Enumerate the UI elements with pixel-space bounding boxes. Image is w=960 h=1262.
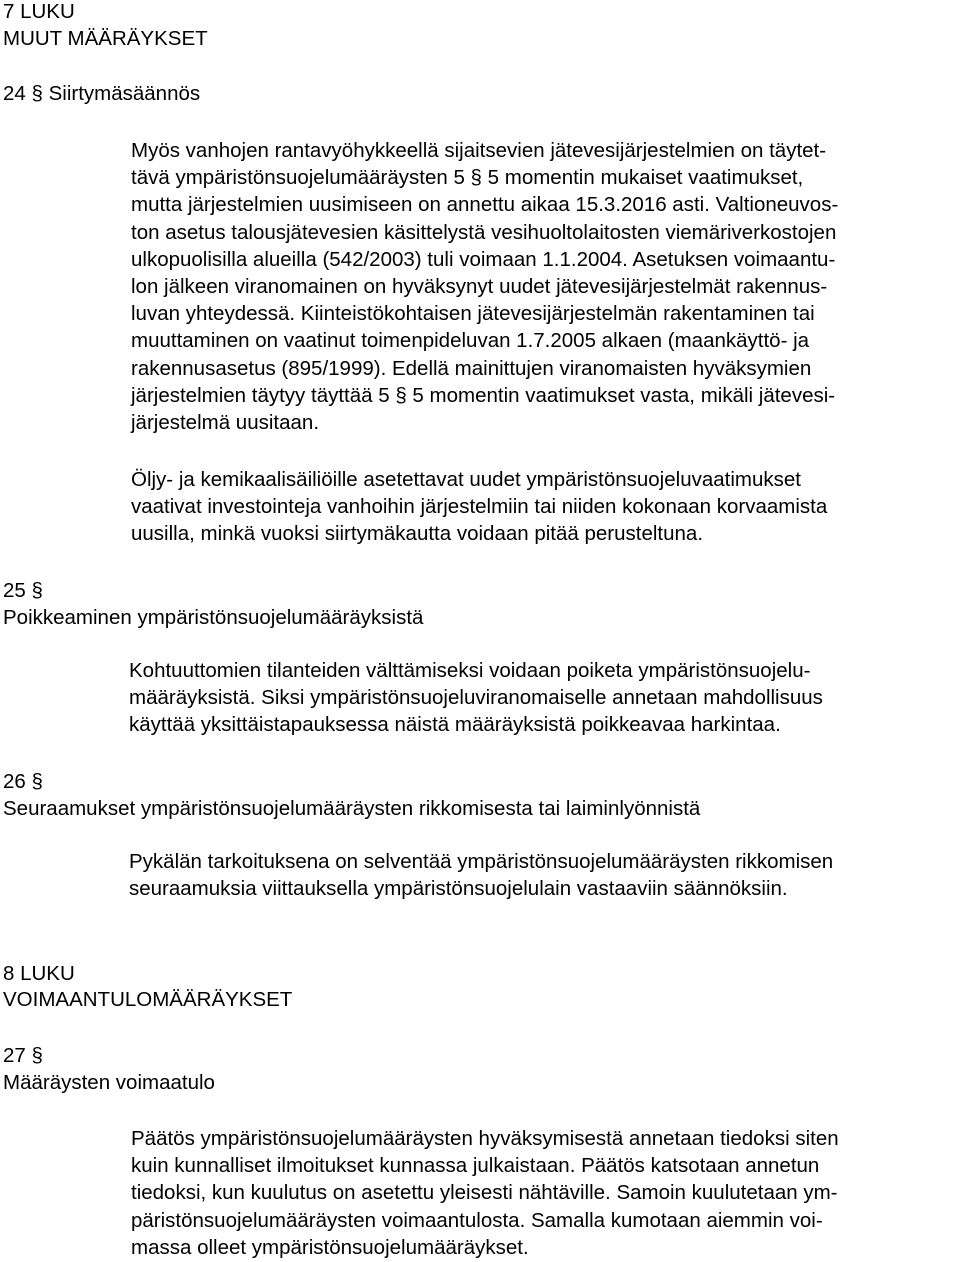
text-line: seuraamuksia viittauksella ympäristönsuojelulain vastaaviin säännöksiin.	[129, 877, 788, 901]
chapter-8-number: 8 LUKU	[3, 962, 75, 985]
text-line: Pykälän tarkoituksena on selventää ympäristönsuojelumääräysten rikkomisen	[129, 850, 834, 873]
section-24-heading: 24 § Siirtymäsäännös	[3, 82, 201, 105]
text-line: muuttaminen on vaatinut toimenpideluvan 1.7.2005 alkaen (maankäyttö- ja	[131, 329, 810, 353]
text-line: ulkopuolisilla alueilla (542/2003) tuli voimaan 1.1.2004. Asetuksen voimaantu-	[131, 247, 836, 271]
text-line: mutta järjestelmien uusimiseen on annettu aikaa 15.3.2016 asti. Valtioneuvos-	[131, 193, 839, 217]
section-27-paragraph	[131, 1125, 960, 1261]
text-line: käyttää yksittäistapauksessa näistä määräyksistä poikkeavaa harkintaa.	[129, 713, 781, 737]
section-25-title: Poikkeaminen ympäristönsuojelumääräyksistä	[3, 606, 424, 629]
section-24-paragraph-1	[131, 137, 960, 436]
text-line: Päätös ympäristönsuojelumääräysten hyväksymisestä annetaan tiedoksi siten	[131, 1127, 839, 1150]
text-line: uusilla, minkä vuoksi siirtymäkautta voidaan pitää perusteltuna.	[131, 522, 704, 546]
section-26-number: 26 §	[3, 770, 43, 793]
chapter-8-title: VOIMAANTULOMÄÄRÄYKSET	[3, 988, 293, 1011]
text-line: rakennusasetus (895/1999). Edellä mainittujen viranomaisten hyväksymien	[131, 356, 812, 380]
section-24-paragraph-2	[131, 466, 960, 548]
section-26-title: Seuraamukset ympäristönsuojelumääräysten rikkomisesta tai laiminlyönnistä	[3, 797, 701, 820]
text-line: lon jälkeen viranomainen on hyväksynyt uudet jätevesijärjestelmät rakennus-	[131, 275, 828, 299]
text-line: järjestelmien täytyy täyttää 5 § 5 momentin vaatimukset vasta, mikäli jätevesi-	[131, 383, 836, 407]
text-line: Myös vanhojen rantavyöhykkeellä sijaitsevien jätevesijärjestelmien on täytet-	[131, 139, 827, 162]
chapter-7-title: MUUT MÄÄRÄYKSET	[3, 27, 208, 50]
text-line: massa olleet ympäristönsuojelumääräykset.	[131, 1235, 529, 1259]
text-line: määräyksistä. Siksi ympäristönsuojeluviranomaiselle annetaan mahdollisuus	[129, 686, 823, 710]
chapter-7-number: 7 LUKU	[3, 0, 75, 23]
text-line: luvan yhteydessä. Kiinteistökohtaisen jätevesijärjestelmän rakentaminen tai	[131, 302, 815, 326]
text-line: tävä ympäristönsuojelumääräysten 5 § 5 momentin mukaiset vaatimukset,	[131, 166, 804, 190]
section-27-number: 27 §	[3, 1044, 43, 1067]
text-line: päristönsuojelumääräysten voimaantulosta. Samalla kumotaan aiemmin voi-	[131, 1208, 823, 1232]
text-line: ton asetus talousjätevesien käsittelystä vesihuoltolaitosten viemäriverkostojen	[131, 220, 837, 244]
section-27-title: Määräysten voimaatulo	[3, 1071, 215, 1094]
text-line: järjestelmä uusitaan.	[131, 411, 320, 435]
section-25-paragraph	[129, 657, 959, 739]
text-line: vaativat investointeja vanhoihin järjestelmiin tai niiden kokonaan korvaamista	[131, 495, 828, 519]
section-25-number: 25 §	[3, 579, 43, 602]
text-line: Öljy- ja kemikaalisäiliöille asetettavat uudet ympäristönsuojeluvaatimukset	[131, 468, 801, 491]
section-26-paragraph	[129, 848, 959, 902]
text-line: Kohtuuttomien tilanteiden välttämiseksi voidaan poiketa ympäristönsuojelu-	[129, 659, 811, 682]
text-line: kuin kunnalliset ilmoitukset kunnassa julkaistaan. Päätös katsotaan annetun	[131, 1154, 820, 1178]
text-line: tiedoksi, kun kuulutus on asetettu yleisesti nähtäville. Samoin kuulutetaan ym-	[131, 1181, 838, 1205]
